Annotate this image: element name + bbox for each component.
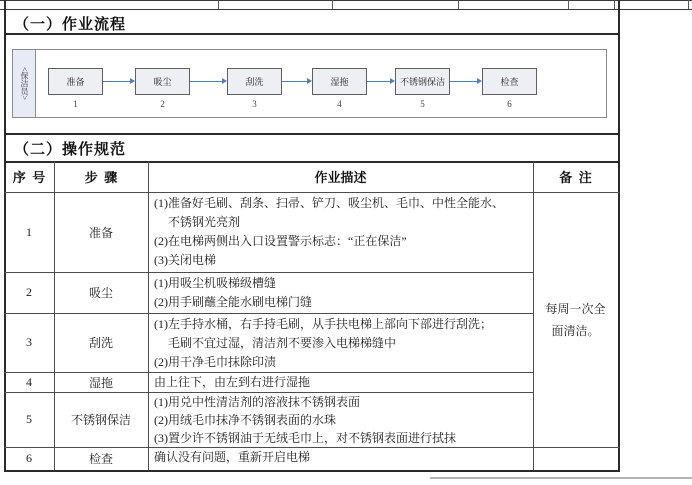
header-label: 序 号 [12,170,46,185]
header-label: 备 注 [559,170,592,185]
row-step: 刮洗 [88,336,113,350]
remark-text: 每周一次全面清洁。 [545,301,606,338]
flow-step-box [227,68,282,95]
flow-step-label: 准备 [66,77,85,87]
row-index: 3 [26,335,32,349]
header-description [148,161,533,192]
remark-merged-cell [533,192,618,447]
section1-title: （一）作业流程 [14,17,127,33]
flow-arrow [282,81,308,82]
description-line: 确认没有问题，重新开启电梯 [154,450,311,464]
divider [4,133,620,135]
flowchart-lane-header [12,49,36,118]
flow-step-box [312,68,367,95]
row-description [148,192,533,272]
row-description [148,313,533,372]
description-line: 不锈钢光亮剂 [168,215,241,229]
flow-step-label: 检查 [500,77,519,87]
flow-step-number: 3 [252,99,257,109]
flow-step-label: 湿拖 [330,77,349,87]
flow-arrow [367,81,391,82]
header-remark [533,161,618,192]
row-description [148,372,533,392]
description-line: (1)准备好毛刷、刮条、扫帚、铲刀、吸尘机、毛巾、中性全能水、 [154,196,504,210]
flow-step-number: 1 [73,99,78,109]
row-index: 6 [26,451,32,465]
header-label: 作业描述 [314,170,367,185]
description-line: (1)左手持水桶，右手持毛刷，从手扶电梯上部向下部进行刮洗； [154,317,492,331]
row-step: 吸尘 [88,286,113,300]
frame-right-border [618,0,620,472]
row-index: 5 [26,412,32,426]
header-step [54,161,148,192]
flow-arrowhead [477,78,482,84]
section2-title: （二）操作规范 [14,142,127,158]
description-line: 由上往下，由左到右进行湿拖 [154,375,311,389]
flow-arrowhead [222,78,227,84]
flow-step-number: 4 [337,99,342,109]
flow-step-box [482,68,537,95]
description-line: 毛刷不宜过湿，清洁剂不要渗入电梯梯缝中 [168,336,397,350]
flow-arrowhead [130,78,135,84]
table-bottom-border [4,470,620,472]
description-line: (3)置少许不锈钢油于无绒毛巾上，对不锈钢表面进行拭抹 [154,431,456,445]
remark-empty-cell [533,447,618,470]
description-line: (3)关闭电梯 [154,253,216,267]
flow-step-label: 刮洗 [245,77,264,87]
flow-step-number: 2 [160,99,165,109]
flow-arrowhead [390,78,395,84]
description-line: (2)用手刷蘸全能水刷电梯门缝 [154,295,312,309]
flow-arrow [103,81,131,82]
row-index: 4 [26,374,32,389]
row-description [148,392,533,447]
row-description [148,447,533,470]
description-line: (2)在电梯两侧出入口设置警示标志：“正在保洁” [154,234,407,248]
description-line: (1)用吸尘机吸梯级槽缝 [154,276,276,290]
description-line: (2)用绒毛巾抹净不锈钢表面的水珠 [154,413,336,427]
flow-arrow [190,81,223,82]
header-index [4,161,54,192]
page-edge-line [430,477,692,479]
row-step: 不锈钢保洁 [70,413,131,427]
header-label: 步 骤 [84,170,118,185]
row-step: 湿拖 [88,375,113,390]
row-step: 检查 [88,452,113,466]
row-step: 准备 [88,225,113,240]
flow-step-box [395,68,450,95]
flow-step-box [135,68,190,95]
flow-arrowhead [307,78,312,84]
row-description [148,272,533,313]
description-line: (1)用兑中性清洁剂的溶液抹不锈钢表面 [154,395,360,409]
lane-label: <保洁员> [20,66,29,101]
flow-step-label: 吸尘 [153,77,172,87]
row-index: 1 [26,224,32,239]
flow-step-box [48,68,103,95]
flow-step-label: 不锈钢保洁 [399,77,445,87]
flow-step-number: 5 [420,99,425,109]
description-line: (2)用干净毛巾抹除印渍 [154,355,276,369]
divider [4,33,620,35]
row-index: 2 [26,285,32,299]
flow-arrow [450,81,478,82]
flow-step-number: 6 [507,99,512,109]
